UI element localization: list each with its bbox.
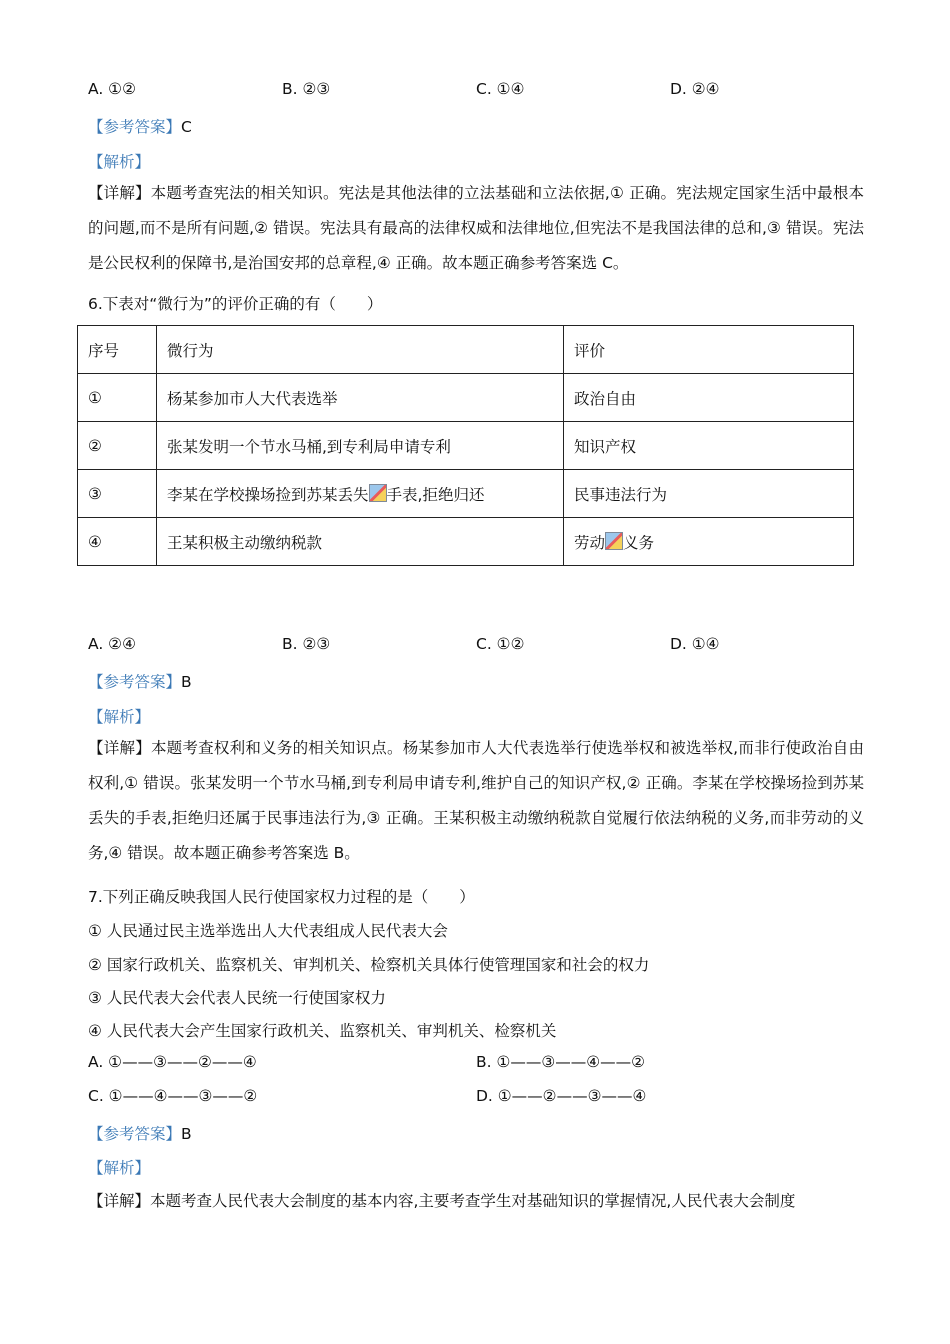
q6-stem: 6.下表对“微行为”的评价正确的有（ ） bbox=[88, 295, 383, 313]
q7-option-a: A. ①——③——②——④ bbox=[88, 1053, 257, 1071]
q6-detail: 【详解】本题考查权利和义务的相关知识点。杨某参加市人大代表选举行使选举权和被选举权,而非行使政治自由权利,① 错误。张某发明一个节水马桶,到专利局申请专利,维护自己的知识产权,② 正确。李某在学校操场捡到苏某丢失的手表,拒绝归还属于民事违法行为,③ 正确。王某积极主动缴纳税款自觉履行依法纳税的义务,而非劳动的义务,④ 错误。故本题正确参考答案选 B。 bbox=[88, 739, 864, 862]
q7-options-row2 bbox=[88, 1087, 868, 1109]
row-act-part2: 手表,拒绝归还 bbox=[386, 485, 485, 504]
row-act: 杨某参加市人大代表选举 bbox=[157, 374, 564, 422]
q5-analysis-label: 【解析】 bbox=[88, 153, 151, 171]
table-header-row bbox=[78, 326, 854, 374]
row-no: ② bbox=[78, 422, 157, 470]
q5-options bbox=[88, 80, 868, 102]
table-row bbox=[78, 422, 854, 470]
row-act: 张某发明一个节水马桶,到专利局申请专利 bbox=[157, 422, 564, 470]
q7-item: ③ 人民代表大会代表人民统一行使国家权力 bbox=[88, 989, 386, 1007]
answer-label: 【参考答案】 bbox=[88, 1125, 182, 1143]
q6-answer bbox=[88, 670, 192, 692]
row-eval-part2: 义务 bbox=[623, 533, 655, 552]
q5-option-d: D. ②④ bbox=[670, 80, 720, 98]
header-act: 微行为 bbox=[157, 326, 564, 374]
row-eval: 政治自由 bbox=[564, 374, 854, 422]
table-row bbox=[78, 374, 854, 422]
row-no: ④ bbox=[78, 518, 157, 566]
row-no: ① bbox=[78, 374, 157, 422]
q5-detail: 【详解】本题考查宪法的相关知识。宪法是其他法律的立法基础和立法依据,① 正确。宪法规定国家生活中最根本的问题,而不是所有问题,② 错误。宪法具有最高的法律权威和法律地位,但宪法不是我国法律的总和,③ 错误。宪法是公民权利的保障书,是治国安邦的总章程,④ 正确。故本题正确参考答案选 C。 bbox=[88, 184, 864, 272]
answer-label: 【参考答案】 bbox=[88, 118, 182, 136]
q5-option-c: C. ①④ bbox=[476, 80, 525, 98]
q5-option-b: B. ②③ bbox=[282, 80, 331, 98]
q7-option-c: C. ①——④——③——② bbox=[88, 1087, 258, 1105]
row-act: 王某积极主动缴纳税款 bbox=[157, 518, 564, 566]
row-eval-part1: 劳动 bbox=[574, 533, 606, 552]
row-eval bbox=[564, 518, 854, 566]
row-eval: 知识产权 bbox=[564, 422, 854, 470]
q6-analysis-label: 【解析】 bbox=[88, 708, 151, 726]
q7-stem: 7.下列正确反映我国人民行使国家权力过程的是（ ） bbox=[88, 888, 475, 906]
answer-value: C bbox=[181, 118, 192, 136]
q7-option-b: B. ①——③——④——② bbox=[476, 1053, 646, 1071]
q7-analysis-label: 【解析】 bbox=[88, 1159, 151, 1177]
answer-value: B bbox=[181, 673, 192, 691]
q6-table bbox=[77, 325, 854, 566]
header-eval: 评价 bbox=[564, 326, 854, 374]
answer-value: B bbox=[181, 1125, 192, 1143]
q7-option-d: D. ①——②——③——④ bbox=[476, 1087, 647, 1105]
q6-option-b: B. ②③ bbox=[282, 635, 331, 653]
q7-options-row1 bbox=[88, 1053, 868, 1075]
q6-options bbox=[88, 635, 868, 657]
answer-label: 【参考答案】 bbox=[88, 673, 182, 691]
row-act bbox=[157, 470, 564, 518]
q7-detail: 【详解】本题考查人民代表大会制度的基本内容,主要考查学生对基础知识的掌握情况,人民代表大会制度 bbox=[88, 1192, 796, 1210]
q7-item: ④ 人民代表大会产生国家行政机关、监察机关、审判机关、检察机关 bbox=[88, 1022, 557, 1040]
table-row bbox=[78, 518, 854, 566]
q7-item: ① 人民通过民主选举选出人大代表组成人民代表大会 bbox=[88, 922, 448, 940]
q6-option-c: C. ①② bbox=[476, 635, 525, 653]
q7-item: ② 国家行政机关、监察机关、审判机关、检察机关具体行使管理国家和社会的权力 bbox=[88, 956, 650, 974]
broken-image-icon bbox=[605, 532, 623, 550]
row-act-part1: 李某在学校操场捡到苏某丢失 bbox=[167, 485, 369, 504]
row-eval: 民事违法行为 bbox=[564, 470, 854, 518]
q5-answer bbox=[88, 115, 192, 137]
table-row bbox=[78, 470, 854, 518]
q5-option-a: A. ①② bbox=[88, 80, 136, 98]
header-no: 序号 bbox=[78, 326, 157, 374]
row-no: ③ bbox=[78, 470, 157, 518]
broken-image-icon bbox=[369, 484, 387, 502]
q7-answer bbox=[88, 1122, 192, 1144]
q6-option-d: D. ①④ bbox=[670, 635, 720, 653]
q6-option-a: A. ②④ bbox=[88, 635, 136, 653]
